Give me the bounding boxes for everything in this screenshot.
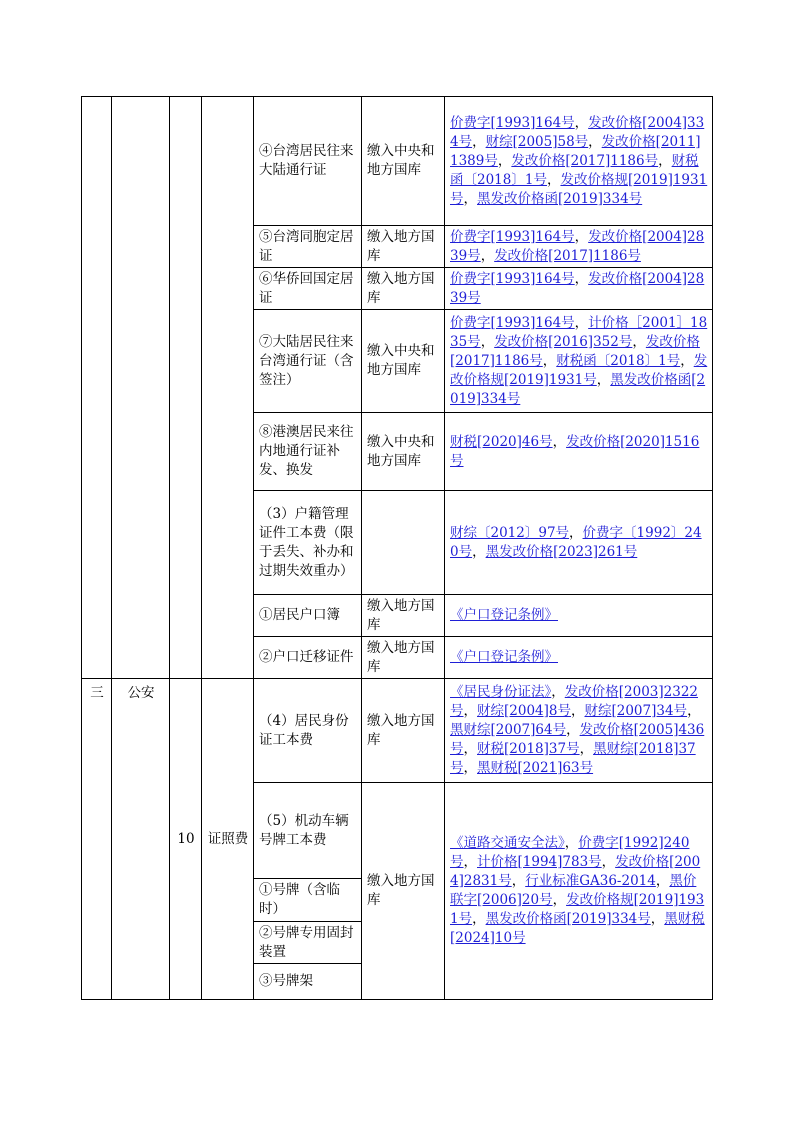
item-refs bbox=[445, 679, 713, 783]
ref-separator: ， bbox=[574, 228, 589, 245]
policy-ref-link[interactable]: 黑发改价格函[2019]334号 bbox=[477, 190, 643, 207]
ref-separator: ， bbox=[574, 114, 589, 131]
ref-separator: ， bbox=[552, 433, 567, 450]
section-department: 公安 bbox=[112, 679, 170, 1000]
ref-separator: ， bbox=[687, 703, 701, 719]
item-name: ⑦大陆居民往来台湾通行证（含签注） bbox=[254, 310, 362, 413]
policy-ref-link[interactable]: 价费字[1993]164号 bbox=[450, 114, 575, 131]
policy-ref-link[interactable]: 《户口登记条例》 bbox=[450, 607, 558, 623]
item-destination bbox=[362, 491, 445, 595]
policy-ref-link[interactable]: 财税[2018]37号 bbox=[477, 741, 580, 757]
policy-ref-link[interactable]: 发改价格[2004]334号 bbox=[450, 114, 705, 150]
policy-ref-link[interactable]: 发改价格规[2019]1931号 bbox=[450, 171, 708, 207]
item-refs bbox=[445, 783, 713, 1000]
policy-ref-link[interactable]: 价费字[1993]164号 bbox=[450, 228, 575, 245]
ref-separator: ， bbox=[570, 703, 585, 719]
ref-separator: ， bbox=[463, 703, 477, 719]
item-destination: 缴入中央和地方国库 bbox=[362, 97, 445, 226]
item-name: ⑥华侨回国定居证 bbox=[254, 268, 362, 310]
section-seq: 三 bbox=[82, 679, 112, 1000]
ref-separator: ， bbox=[564, 835, 579, 851]
ref-separator: ， bbox=[463, 760, 477, 776]
ref-separator: ， bbox=[574, 314, 589, 331]
item-name: ①居民户口簿 bbox=[254, 595, 362, 637]
ref-separator: ， bbox=[472, 911, 486, 927]
policy-ref-link[interactable]: 黑发改价格函[2019]334号 bbox=[450, 371, 706, 407]
policy-ref-link[interactable]: 财综[2007]34号 bbox=[584, 703, 688, 719]
item-destination: 缴入地方国库 bbox=[362, 637, 445, 679]
ref-separator: ， bbox=[566, 722, 580, 738]
policy-ref-link[interactable]: 计价格［2001］1835号 bbox=[450, 314, 708, 350]
policy-ref-link[interactable]: 发改价格[2020]1516号 bbox=[450, 433, 700, 469]
policy-ref-link[interactable]: 黑发改价格函[2019]334号 bbox=[485, 911, 651, 927]
ref-separator: ， bbox=[569, 524, 583, 541]
policy-ref-link[interactable]: 财综〔2012〕97号 bbox=[450, 524, 570, 541]
policy-ref-link[interactable]: 财税[2020]46号 bbox=[450, 433, 553, 450]
ref-separator: ， bbox=[650, 911, 665, 927]
ref-separator: ， bbox=[480, 333, 495, 350]
item-destination: 缴入地方国库 bbox=[362, 226, 445, 268]
item-name: （4）居民身份证工本费 bbox=[254, 679, 362, 783]
ref-separator: ， bbox=[472, 543, 486, 560]
item-name: ②号牌专用固封装置 bbox=[254, 922, 362, 964]
item-name: ①号牌（含临时） bbox=[254, 879, 362, 922]
policy-ref-link[interactable]: 黑财综[2018]37号 bbox=[450, 741, 696, 776]
policy-ref-link[interactable]: 发改价格规[2019]1931号 bbox=[450, 892, 705, 927]
item-refs bbox=[445, 491, 713, 595]
ref-separator: ， bbox=[574, 270, 589, 287]
policy-ref-link[interactable]: 《居民身份证法》 bbox=[450, 684, 552, 700]
table-row bbox=[82, 97, 713, 226]
item-destination: 缴入地方国库 bbox=[362, 595, 445, 637]
ref-separator: ， bbox=[658, 152, 672, 169]
category-no-cell-empty bbox=[170, 97, 202, 679]
item-name: ④台湾居民往来大陆通行证 bbox=[254, 97, 362, 226]
ref-separator: ， bbox=[472, 133, 486, 150]
policy-ref-link[interactable]: 发改价格[2004]2839号 bbox=[450, 270, 705, 306]
policy-ref-link[interactable]: 《户口登记条例》 bbox=[450, 649, 558, 665]
ref-separator: ， bbox=[546, 171, 561, 188]
policy-ref-link[interactable]: 发改价格[2017]1186号 bbox=[450, 333, 700, 369]
department-cell-empty bbox=[112, 97, 170, 679]
policy-ref-link[interactable]: 发改价格[2004]2839号 bbox=[450, 228, 705, 264]
policy-ref-link[interactable]: 计价格[1994]783号 bbox=[477, 854, 602, 870]
item-name: ③号牌架 bbox=[254, 964, 362, 1000]
policy-ref-link[interactable]: 发改价格[2004]2831号 bbox=[450, 854, 701, 889]
policy-ref-link[interactable]: 黑发改价格[2023]261号 bbox=[485, 543, 638, 560]
fee-table bbox=[81, 96, 713, 1000]
policy-ref-link[interactable]: 财税函〔2018〕1号 bbox=[450, 152, 699, 188]
item-name: （5）机动车辆号牌工本费 bbox=[254, 783, 362, 879]
policy-ref-link[interactable]: 财综[2004]8号 bbox=[477, 703, 571, 719]
category-cell-empty bbox=[202, 97, 254, 679]
ref-separator: ， bbox=[588, 133, 602, 150]
policy-ref-link[interactable]: 财税函〔2018〕1号 bbox=[556, 352, 681, 369]
policy-ref-link[interactable]: 《道路交通安全法》 bbox=[450, 835, 565, 851]
policy-ref-link[interactable]: 发改价格[2011]1389号 bbox=[450, 133, 701, 169]
policy-ref-link[interactable]: 财综[2005]58号 bbox=[485, 133, 589, 150]
policy-ref-link[interactable]: 价费字[1993]164号 bbox=[450, 270, 575, 287]
item-refs bbox=[445, 413, 713, 491]
policy-ref-link[interactable]: 黑价联字[2006]20号 bbox=[450, 873, 697, 908]
item-name: ⑧港澳居民来往内地通行证补发、换发 bbox=[254, 413, 362, 491]
ref-separator: ， bbox=[596, 371, 611, 388]
item-destination: 缴入地方国库 bbox=[362, 783, 445, 1000]
item-destination: 缴入中央和地方国库 bbox=[362, 310, 445, 413]
policy-ref-link[interactable]: 行业标准GA36-2014 bbox=[525, 873, 656, 889]
ref-separator: ， bbox=[463, 741, 477, 757]
ref-separator: ， bbox=[497, 152, 512, 169]
item-name: ⑤台湾同胞定居证 bbox=[254, 226, 362, 268]
category-number: 10 bbox=[170, 679, 202, 1000]
item-name: （3）户籍管理证件工本费（限于丢失、补办和过期失效重办） bbox=[254, 491, 362, 595]
policy-ref-link[interactable]: 价费字〔1992〕240号 bbox=[450, 524, 702, 560]
item-destination: 缴入中央和地方国库 bbox=[362, 413, 445, 491]
policy-ref-link[interactable]: 黑财综[2007]64号 bbox=[450, 722, 567, 738]
policy-ref-link[interactable]: 价费字[1992]240号 bbox=[450, 835, 690, 870]
item-destination: 缴入地方国库 bbox=[362, 679, 445, 783]
policy-ref-link[interactable]: 发改价格[2017]1186号 bbox=[511, 152, 659, 169]
table-row bbox=[82, 679, 713, 783]
item-refs bbox=[445, 268, 713, 310]
item-refs bbox=[445, 637, 713, 679]
category-name: 证照费 bbox=[202, 679, 254, 1000]
ref-separator: ， bbox=[463, 854, 477, 870]
ref-separator: ， bbox=[632, 333, 646, 350]
ref-separator: ， bbox=[511, 873, 526, 889]
ref-separator: ， bbox=[480, 247, 495, 264]
ref-separator: ， bbox=[542, 352, 557, 369]
ref-separator: ， bbox=[680, 352, 694, 369]
ref-separator: ， bbox=[601, 854, 616, 870]
item-refs bbox=[445, 97, 713, 226]
ref-separator: ， bbox=[552, 892, 567, 908]
item-refs bbox=[445, 595, 713, 637]
item-refs bbox=[445, 310, 713, 413]
policy-ref-link[interactable]: 发改价格规[2019]1931号 bbox=[450, 352, 708, 388]
item-refs bbox=[445, 226, 713, 268]
ref-separator: ， bbox=[463, 190, 477, 207]
policy-ref-link[interactable]: 黑财税[2024]10号 bbox=[450, 911, 705, 946]
policy-ref-link[interactable]: 价费字[1993]164号 bbox=[450, 314, 575, 331]
policy-ref-link[interactable]: 发改价格[2016]352号 bbox=[494, 333, 633, 350]
ref-separator: ， bbox=[655, 873, 670, 889]
item-destination: 缴入地方国库 bbox=[362, 268, 445, 310]
policy-ref-link[interactable]: 黑财税[2021]63号 bbox=[477, 760, 594, 776]
policy-ref-link[interactable]: 发改价格[2003]2322号 bbox=[450, 684, 698, 719]
ref-separator: ， bbox=[579, 741, 594, 757]
seq-cell-empty bbox=[82, 97, 112, 679]
ref-separator: ， bbox=[551, 684, 565, 700]
item-name: ②户口迁移证件 bbox=[254, 637, 362, 679]
policy-ref-link[interactable]: 发改价格[2017]1186号 bbox=[494, 247, 641, 264]
policy-ref-link[interactable]: 发改价格[2005]436号 bbox=[450, 722, 705, 757]
